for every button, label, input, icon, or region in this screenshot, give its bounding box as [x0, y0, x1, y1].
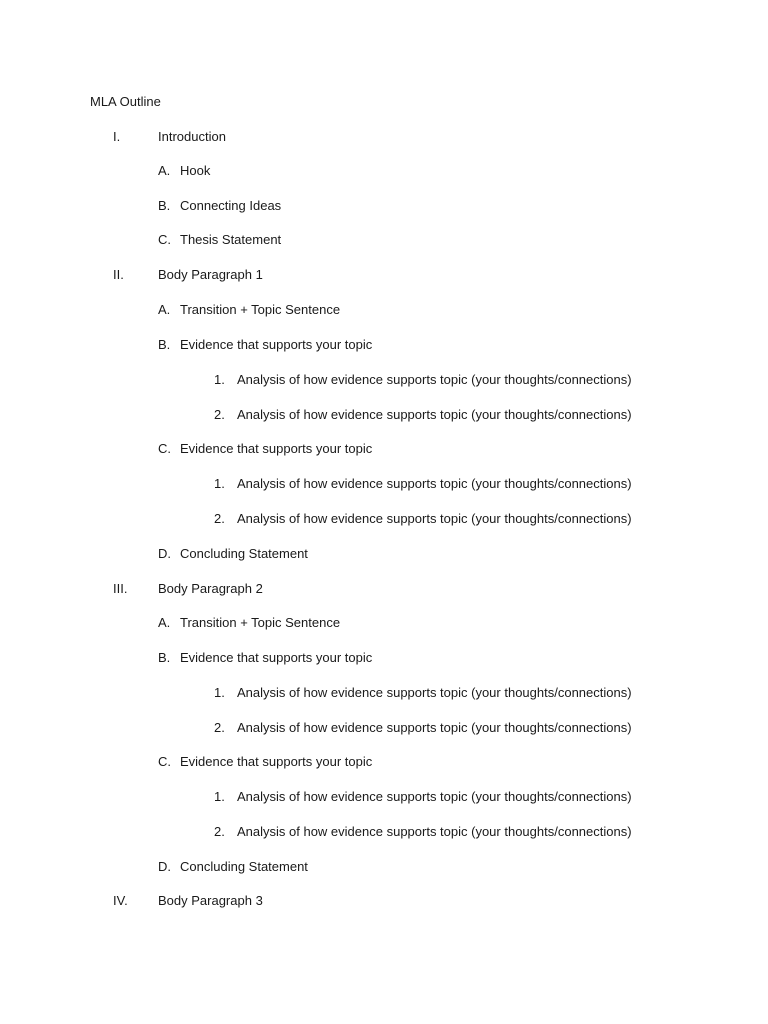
outline-marker: B.	[158, 337, 171, 352]
outline-text: Hook	[180, 163, 211, 178]
outline-marker: A.	[158, 302, 171, 317]
outline-marker: 2.	[214, 824, 225, 839]
outline-marker: IV.	[113, 893, 128, 908]
outline-text: Analysis of how evidence supports topic (your thoughts/connections)	[237, 476, 632, 491]
outline-marker: A.	[158, 615, 171, 630]
outline-marker: C.	[158, 441, 171, 456]
outline-text: Concluding Statement	[180, 859, 308, 874]
outline-text: Thesis Statement	[180, 232, 282, 247]
outline-marker: D.	[158, 546, 171, 561]
outline-marker: II.	[113, 267, 124, 282]
outline-text: Introduction	[158, 129, 226, 144]
outline-text: Analysis of how evidence supports topic (your thoughts/connections)	[237, 824, 632, 839]
outline-marker: I.	[113, 129, 121, 144]
outline-text: Analysis of how evidence supports topic (your thoughts/connections)	[237, 372, 632, 387]
outline-marker: 1.	[214, 685, 225, 700]
outline-text: Evidence that supports your topic	[180, 650, 373, 665]
outline-marker: D.	[158, 859, 171, 874]
outline-marker: 1.	[214, 789, 225, 804]
outline-text: Body Paragraph 3	[158, 893, 263, 908]
outline-marker: 2.	[214, 407, 225, 422]
outline-text: Analysis of how evidence supports topic (your thoughts/connections)	[237, 720, 632, 735]
outline-marker: C.	[158, 754, 171, 769]
outline-text: Connecting Ideas	[180, 198, 282, 213]
outline-text: Concluding Statement	[180, 546, 308, 561]
outline-text: Transition + Topic Sentence	[180, 615, 341, 630]
outline-text: Analysis of how evidence supports topic (your thoughts/connections)	[237, 511, 632, 526]
outline-marker: B.	[158, 198, 171, 213]
outline-marker: A.	[158, 163, 171, 178]
outline-text: Body Paragraph 2	[158, 581, 263, 596]
outline-marker: 2.	[214, 511, 225, 526]
outline-text: Analysis of how evidence supports topic (your thoughts/connections)	[237, 407, 632, 422]
outline-marker: 1.	[214, 372, 225, 387]
outline-marker: 1.	[214, 476, 225, 491]
outline-text: Evidence that supports your topic	[180, 754, 373, 769]
outline-text: Analysis of how evidence supports topic (your thoughts/connections)	[237, 685, 632, 700]
outline-text: Transition + Topic Sentence	[180, 302, 341, 317]
outline-marker: B.	[158, 650, 171, 665]
outline-text: Evidence that supports your topic	[180, 337, 373, 352]
outline-text: Analysis of how evidence supports topic (your thoughts/connections)	[237, 789, 632, 804]
outline-marker: III.	[113, 581, 128, 596]
outline-text: Body Paragraph 1	[158, 267, 263, 282]
outline-text: Evidence that supports your topic	[180, 441, 373, 456]
outline-marker: C.	[158, 232, 171, 247]
outline-marker: 2.	[214, 720, 225, 735]
document-title: MLA Outline	[90, 94, 161, 109]
